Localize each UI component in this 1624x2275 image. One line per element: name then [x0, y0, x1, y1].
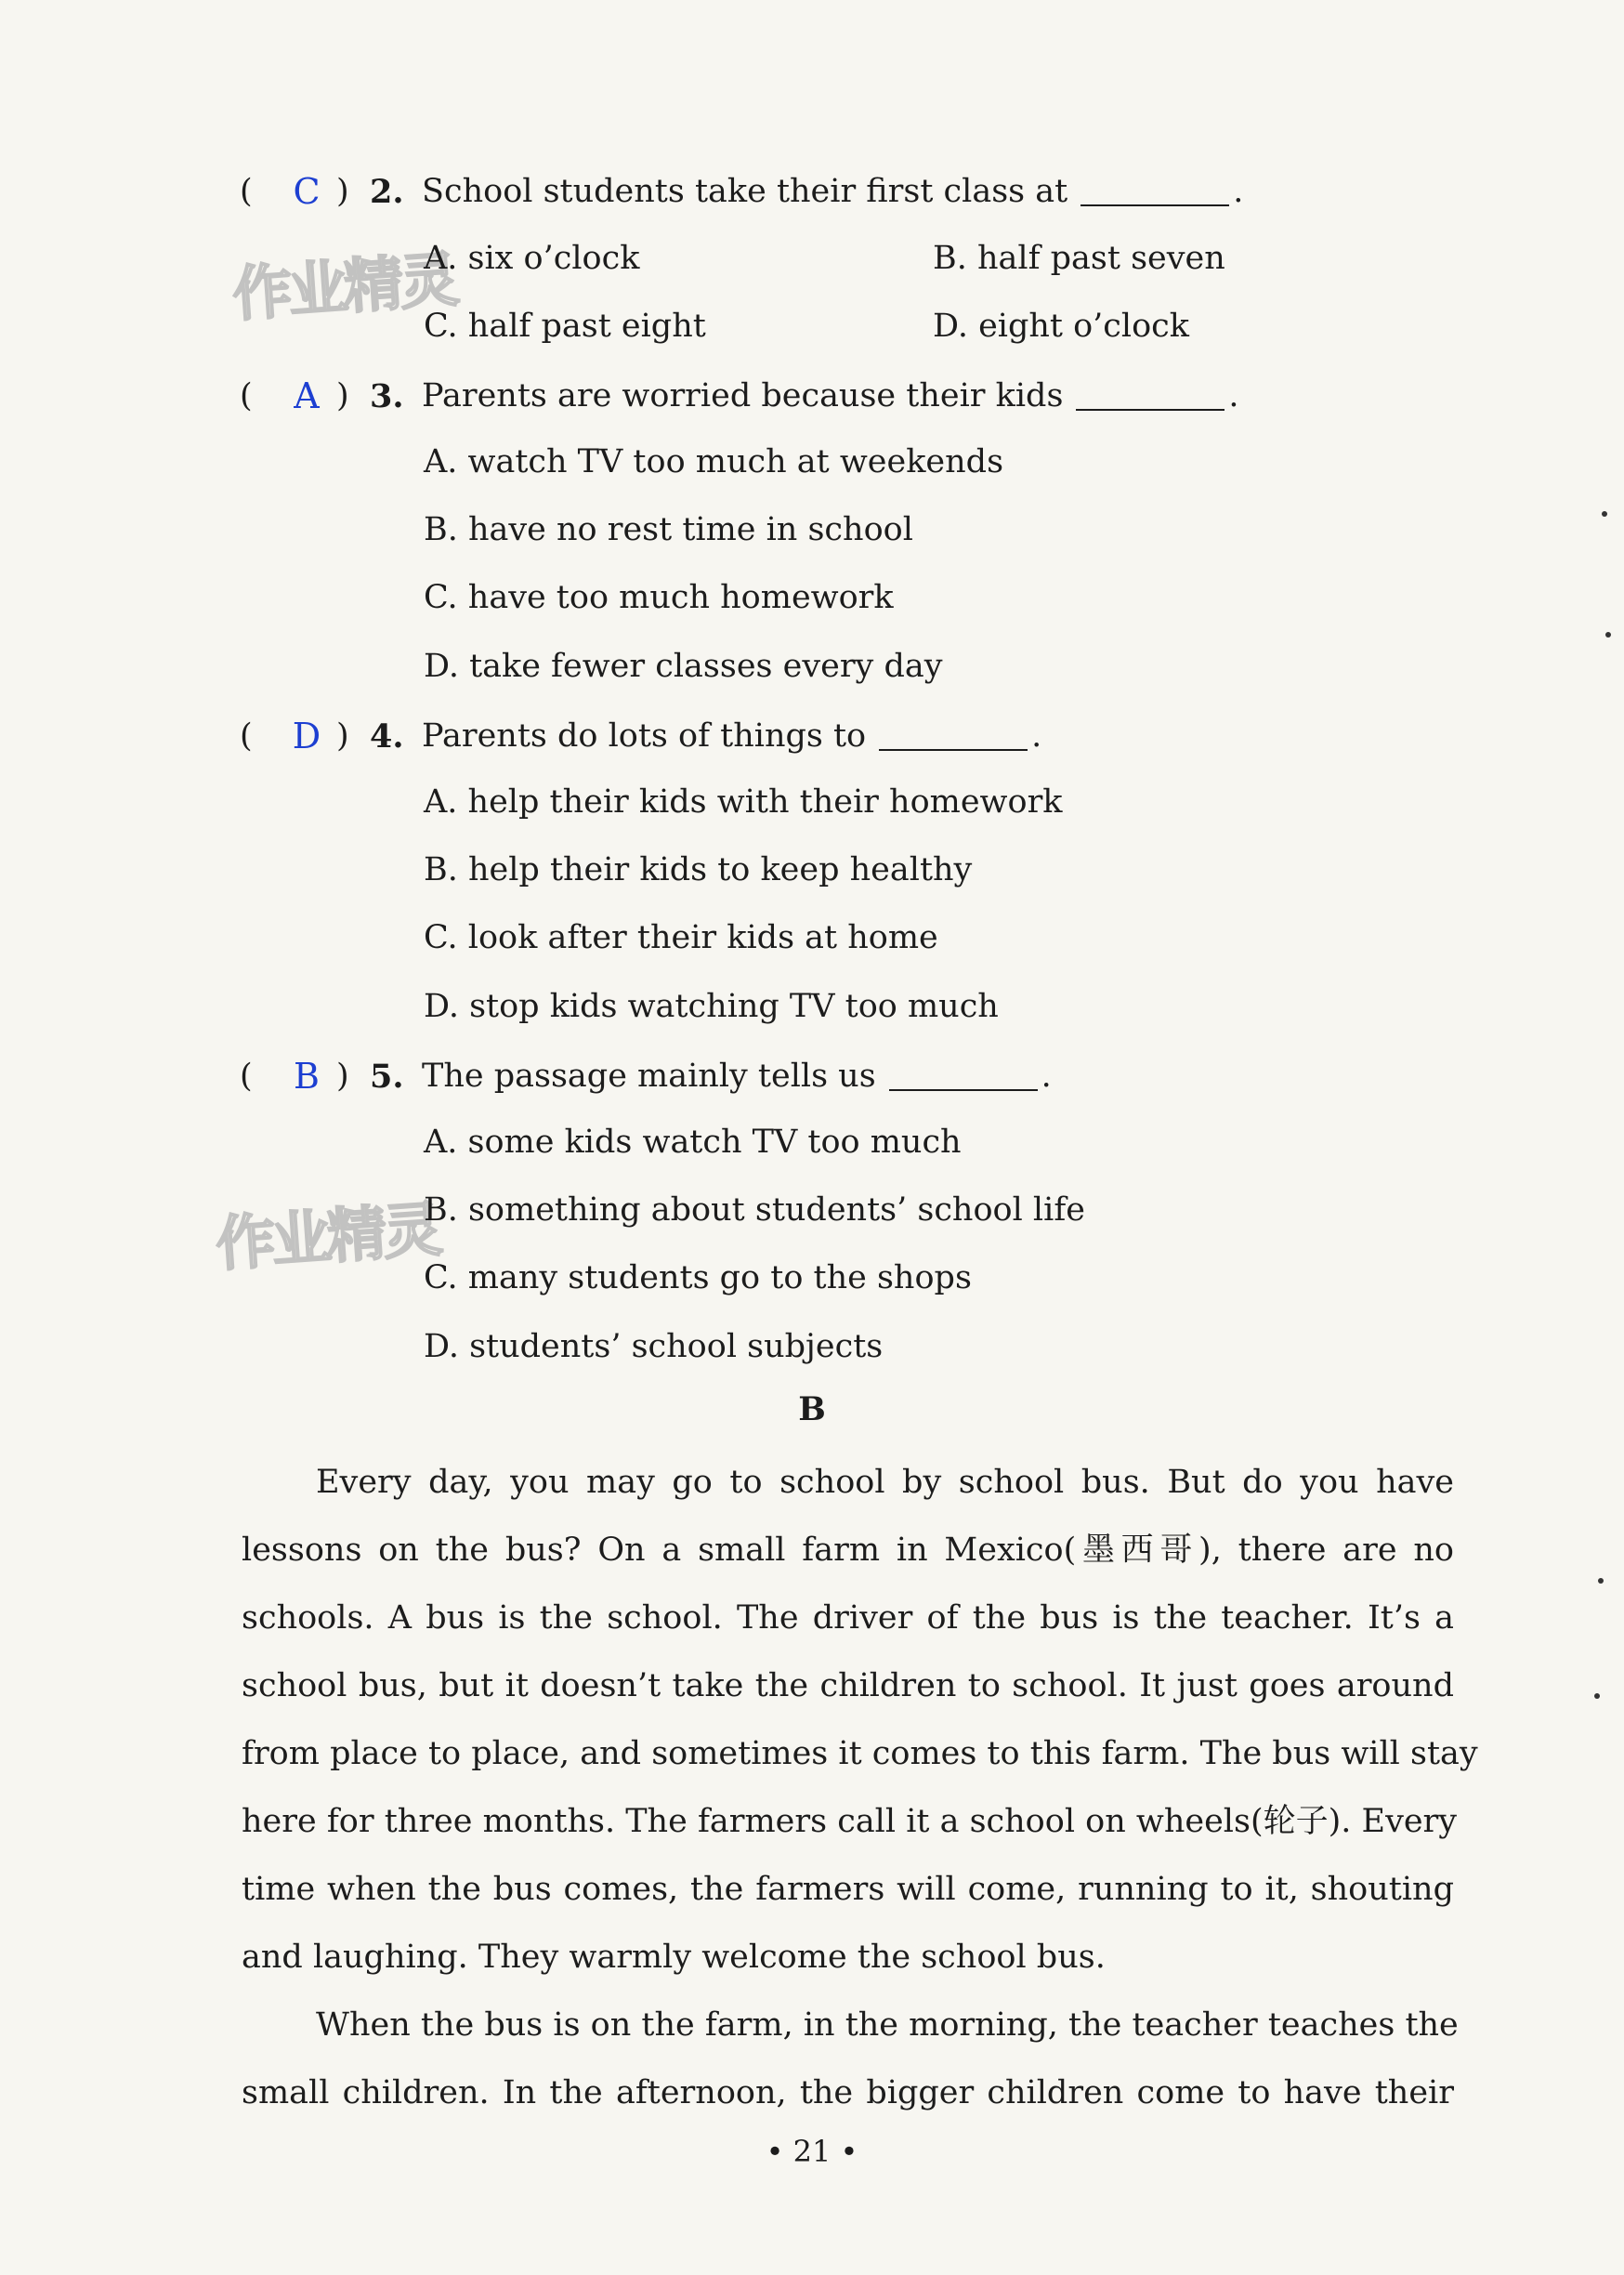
option-a: A. help their kids with their homework [424, 783, 1063, 821]
passage-line: small children. In the afternoon, the bigger children come to have their [242, 2074, 1454, 2111]
option-c: C. have too much homework [424, 579, 894, 616]
option-c: C. half past eight [424, 308, 706, 345]
option-a: A. some kids watch TV too much [424, 1124, 962, 1161]
question-stem: The passage mainly tells us [422, 1058, 876, 1095]
passage-line: from place to place, and sometimes it comes to this farm. The bus will stay [242, 1735, 1478, 1772]
option-b: B. have no rest time in school [424, 511, 913, 548]
option-c: C. look after their kids at home [424, 919, 938, 956]
paren-open: ( [240, 717, 253, 755]
paren-close: ) [336, 1058, 349, 1095]
question-number: 4. [370, 717, 404, 756]
passage-line: time when the bus comes, the farmers will come, running to it, shouting [242, 1871, 1454, 1908]
question-4 [240, 708, 1041, 764]
question-stem: Parents do lots of things to [422, 717, 867, 755]
passage-line: school bus, but it doesn’t take the children to school. It just goes around [242, 1667, 1454, 1704]
question-number: 3. [370, 376, 404, 415]
section-title: B [798, 1390, 826, 1428]
paren-open: ( [240, 1058, 253, 1095]
passage-line: schools. A bus is the school. The driver of the bus is the teacher. It’s a [242, 1599, 1454, 1637]
paren-open: ( [240, 173, 253, 210]
option-d: D. stop kids watching TV too much [424, 988, 999, 1025]
option-d: D. students’ school subjects [424, 1328, 884, 1365]
passage-line: When the bus is on the farm, in the morning, the teacher teaches the [316, 2006, 1459, 2044]
passage-line: lessons on the bus? On a small farm in Mexico(墨西哥), there are no [242, 1532, 1454, 1569]
option-b: B. half past seven [933, 240, 1225, 277]
period: . [1233, 173, 1244, 210]
passage-line: here for three months. The farmers call it a school on wheels(轮子). Every [242, 1803, 1458, 1840]
question-number: 5. [370, 1057, 404, 1096]
option-b: B. help their kids to keep healthy [424, 851, 973, 888]
option-d: D. eight o’clock [933, 308, 1189, 345]
answer-4: D [292, 716, 321, 756]
period: . [1041, 1058, 1052, 1095]
option-d: D. take fewer classes every day [424, 648, 943, 685]
period: . [1228, 377, 1239, 414]
option-c: C. many students go to the shops [424, 1259, 972, 1296]
scan-mark [1598, 1578, 1604, 1584]
page-number: • 21 • [766, 2134, 858, 2169]
question-2 [240, 164, 1243, 219]
answer-blank [889, 1061, 1038, 1091]
paren-close: ) [336, 377, 349, 414]
question-stem: Parents are worried because their kids [422, 377, 1064, 414]
answer-blank [879, 721, 1028, 751]
scan-mark [1602, 511, 1607, 517]
paren-open: ( [240, 377, 253, 414]
answer-5: B [294, 1056, 320, 1097]
paren-close: ) [336, 717, 349, 755]
question-number: 2. [370, 172, 404, 211]
period: . [1031, 717, 1042, 755]
passage-line: and laughing. They warmly welcome the school bus. [242, 1939, 1106, 1976]
question-5 [240, 1048, 1052, 1104]
scan-mark [1594, 1693, 1600, 1699]
answer-2: C [293, 171, 321, 212]
paren-close: ) [336, 173, 349, 210]
question-3 [240, 368, 1239, 424]
answer-blank [1076, 381, 1225, 411]
answer-blank [1080, 177, 1229, 206]
option-b: B. something about students’ school life [424, 1191, 1085, 1229]
question-stem: School students take their first class at [422, 173, 1068, 210]
option-a: A. watch TV too much at weekends [424, 443, 1004, 480]
passage-line: Every day, you may go to school by school bus. But do you have [316, 1464, 1454, 1501]
watermark: 作业精灵 [230, 245, 458, 331]
answer-3: A [294, 375, 320, 416]
scan-mark [1605, 632, 1611, 638]
watermark: 作业精灵 [214, 1195, 441, 1281]
option-a: A. six o’clock [424, 240, 640, 277]
